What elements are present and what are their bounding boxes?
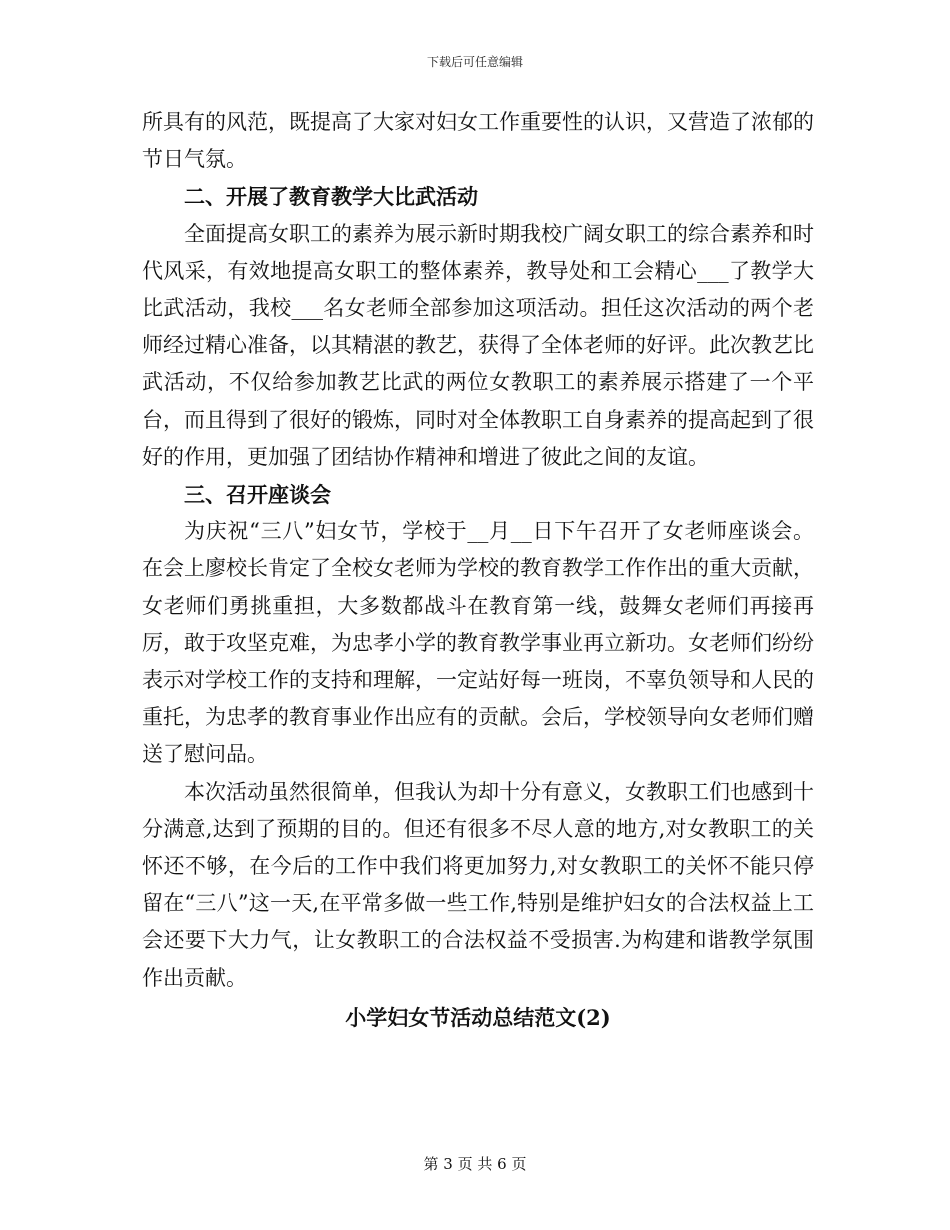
paragraph-summary: 本次活动虽然很简单，但我认为却十分有意义，女教职工们也感到十分满意,达到了预期的目的。但还有很多不尽人意的地方,对女教职工的关怀还不够，在今后的工作中我们将更加努力,对女教职工的关怀不能只停留在“三八”这一天,在平常多做一些工作,特别是维护妇女的合法权益上工会还要下大力气，让女教职工的合法权益不受损害.为构建和谐教学氛围作出贡献。: [142, 779, 814, 990]
section-heading-3: 三、召开座谈会: [184, 482, 331, 508]
paragraph-symposium: 为庆祝“三八”妇女节，学校于__月__日下午召开了女老师座谈会。在会上廖校长肯定了全校女老师为学校的教育教学工作作出的重大贡献，女老师们勇挑重担，大多数都战斗在教育第一线，鼓舞女老师们再接再厉，敢于攻坚克难，为忠孝小学的教育教学事业再立新功。女老师们纷纷表示对学校工作的支持和理解，一定站好每一班岗，不辜负领导和人民的重托，为忠孝的教育事业作出应有的贡献。会后，学校领导向女老师们赠送了慰问品。: [142, 519, 814, 767]
section-heading-2: 二、开展了教育教学大比武活动: [184, 184, 478, 210]
page-header: 下载后可任意编辑: [426, 55, 523, 69]
paragraph-teaching-competition: 全面提高女职工的素养为展示新时期我校广阔女职工的综合素养和时代风采，有效地提高女职工的整体素养，教导处和工会精心___了教学大比武活动，我校___名女老师全部参加这项活动。担任这次活动的两个老师经过精心准备，以其精湛的教艺，获得了全体老师的好评。此次教艺比武活动，不仅给参加教艺比武的两位女教职工的素养展示搭建了一个平台，而且得到了很好的锻炼，同时对全体教职工自身素养的提高起到了很好的作用，更加强了团结协作精神和增进了彼此之间的友谊。: [142, 221, 814, 469]
next-document-title: 小学妇女节活动总结范文(2): [345, 1004, 611, 1030]
paragraph-continued: 所具有的风范，既提高了大家对妇女工作重要性的认识，又营造了浓郁的节日气氛。: [142, 110, 814, 172]
page-footer: 第 3 页 共 6 页: [423, 1155, 527, 1173]
document-body: [142, 104, 814, 1036]
